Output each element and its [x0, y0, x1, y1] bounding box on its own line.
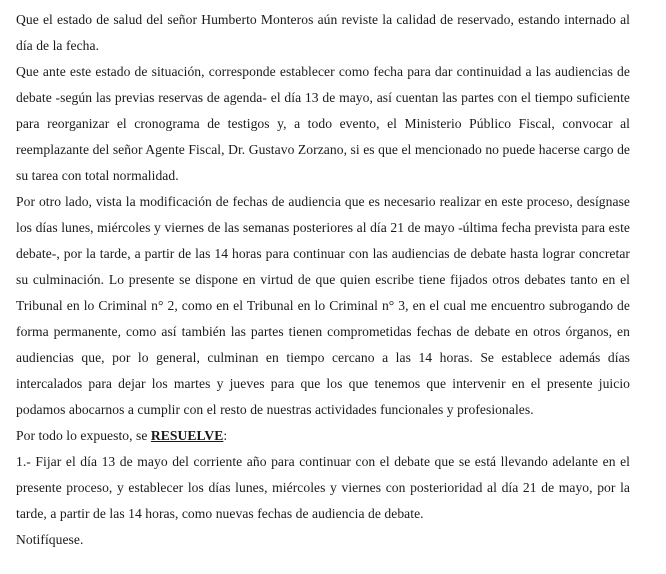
document-body [16, 7, 630, 553]
resolve-keyword: RESUELVE [150, 428, 224, 443]
resolve-suffix: : [223, 428, 228, 443]
resolve-line [16, 423, 630, 449]
paragraph-hearing-date: Que ante este estado de situación, corresponde establecer como fecha para dar continuidad a las audiencias de debate -según las previas reservas de agenda- el día 13 de mayo, así cuentan las partes con el tiempo suficiente para reorganizar el cronograma de testigos y, a todo evento, el Ministerio Público Fiscal, convocar al reemplazante del señor Agente Fiscal, Dr. Gustavo Zorzano, si es que el mencionado no puede hacerse cargo de su tarea con total normalidad. [16, 64, 630, 183]
resolve-prefix: Por todo lo expuesto, se [16, 428, 151, 443]
paragraph-health-status: Que el estado de salud del señor Humberto Monteros aún reviste la calidad de reservado, estando internado al día de la fecha. [16, 12, 630, 53]
paragraph-schedule-modification: Por otro lado, vista la modificación de fechas de audiencia que es necesario realizar en este proceso, desígnase los días lunes, miércoles y viernes de las semanas posteriores al día 21 de mayo -última fecha prevista para este debate-, por la tarde, a partir de las 14 horas para continuar con las audiencias de debate hasta lograr concretar su culminación. Lo presente se dispone en virtud de que quien escribe tiene fijados otros debates tanto en el Tribunal en lo Criminal n° 2, como en el Tribunal en lo Criminal n° 3, en el cual me encuentro subrogando de forma permanente, como así también las partes tienen comprometidas fechas de debate en otros órganos, en audiencias que, por lo general, culminan en tiempo cercano a las 14 horas. Se establece además días intercalados para dejar los martes y jueves para que los que tenemos que intervenir en el presente juicio podamos abocarnos a cumplir con el resto de nuestras actividades funcionales y profesionales. [16, 194, 630, 417]
closing-notification: Notifíquese. [16, 532, 84, 547]
resolution-item-1: 1.- Fijar el día 13 de mayo del corriente año para continuar con el debate que se está llevando adelante en el presente proceso, y establecer los días lunes, miércoles y viernes con posterioridad al día 21 de mayo, por la tarde, a partir de las 14 horas, como nuevas fechas de audiencia de debate. [16, 454, 630, 521]
